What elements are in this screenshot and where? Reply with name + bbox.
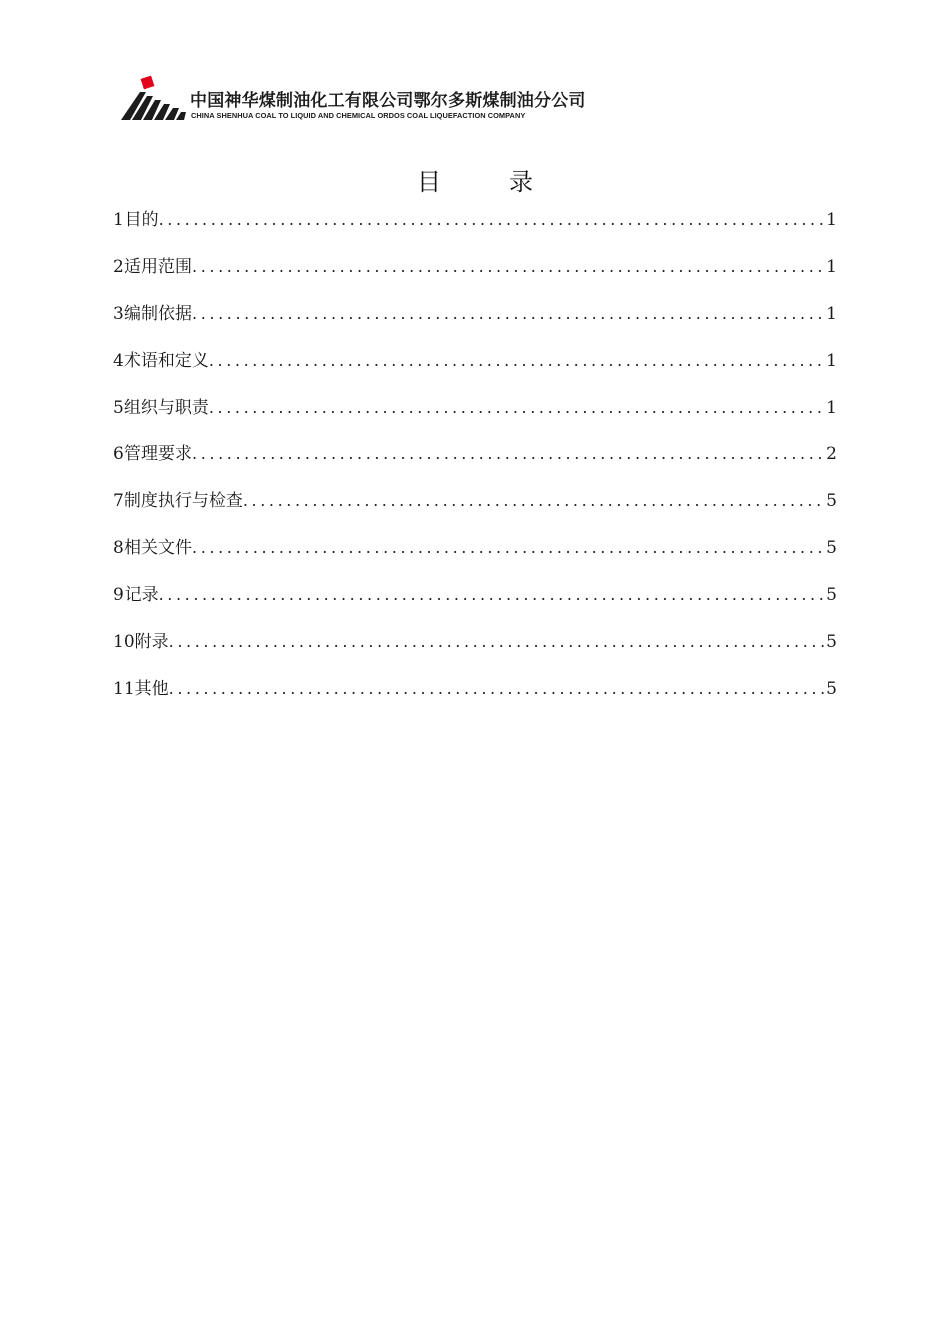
dot-leader — [243, 487, 825, 515]
toc-entry-label: 管理要求 — [124, 444, 193, 465]
toc-entry-label: 记录 — [124, 585, 159, 606]
dot-leader — [192, 300, 825, 328]
page-header — [120, 74, 640, 124]
toc-entry-page: 5 — [826, 632, 837, 653]
toc-entry-number: 1 — [113, 210, 124, 230]
toc-entry[interactable] — [113, 581, 837, 628]
toc-entry-number: 11 — [113, 678, 135, 699]
toc-entry-page: 5 — [826, 678, 837, 699]
toc-entry-number: 10 — [113, 632, 135, 653]
dot-leader — [169, 628, 826, 656]
toc-entry-page: 1 — [826, 350, 837, 371]
toc-entry[interactable] — [113, 347, 837, 394]
dot-leader — [192, 253, 825, 281]
toc-entry-number: 3 — [113, 303, 124, 324]
toc-entry[interactable] — [113, 487, 837, 534]
toc-entry-label: 附录 — [134, 632, 169, 653]
toc-entry-label: 目的 — [124, 210, 159, 230]
dot-leader — [192, 440, 825, 468]
toc-entry-label: 相关文件 — [124, 538, 193, 559]
toc-entry-label: 组织与职责 — [123, 397, 209, 418]
toc-entry[interactable] — [113, 440, 837, 487]
dot-leader — [209, 347, 825, 375]
toc-entry-number: 9 — [113, 585, 124, 606]
toc-entry-label: 其他 — [134, 678, 169, 699]
toc-entry-number: 8 — [113, 538, 124, 559]
toc-entry[interactable] — [113, 534, 837, 581]
toc-entry-number: 6 — [113, 444, 124, 465]
shenhua-logo-icon — [120, 74, 186, 122]
toc-entry[interactable] — [113, 394, 837, 441]
dot-leader — [159, 581, 826, 609]
toc-entry-label: 制度执行与检查 — [123, 491, 243, 512]
toc-entry-page: 5 — [826, 538, 837, 559]
toc-entry-label: 适用范围 — [124, 256, 193, 277]
toc-entry-label: 编制依据 — [124, 303, 193, 324]
toc-entry-page: 1 — [826, 303, 837, 324]
toc-entry[interactable] — [113, 628, 837, 675]
toc-entry-label: 术语和定义 — [123, 350, 209, 371]
toc-entry-page: 1 — [826, 397, 837, 418]
toc-entry-number: 4 — [113, 350, 124, 371]
toc-entry-page: 1 — [826, 256, 837, 277]
toc-entry-page: 5 — [826, 585, 837, 606]
table-of-contents — [113, 206, 837, 722]
toc-entry-number: 5 — [113, 397, 124, 418]
dot-leader — [159, 206, 826, 234]
toc-entry[interactable] — [113, 206, 837, 253]
toc-entry[interactable] — [113, 675, 837, 722]
toc-entry-page: 2 — [826, 444, 837, 465]
toc-entry-page: 5 — [826, 491, 837, 512]
toc-entry[interactable] — [113, 253, 837, 300]
toc-entry-page: 1 — [826, 210, 837, 230]
toc-entry[interactable] — [113, 300, 837, 347]
company-name-chinese: 中国神华煤制油化工有限公司鄂尔多斯煤制油分公司 — [190, 91, 586, 111]
dot-leader — [169, 675, 826, 703]
dot-leader — [192, 534, 825, 562]
dot-leader — [209, 394, 825, 422]
toc-entry-number: 7 — [113, 491, 124, 512]
toc-entry-number: 2 — [113, 256, 124, 277]
toc-title: 目 录 — [417, 168, 555, 196]
company-name-english: CHINA SHENHUA COAL TO LIQUID AND CHEMICAL ORDOS COAL LIQUEFACTION COMPANY — [191, 111, 526, 120]
